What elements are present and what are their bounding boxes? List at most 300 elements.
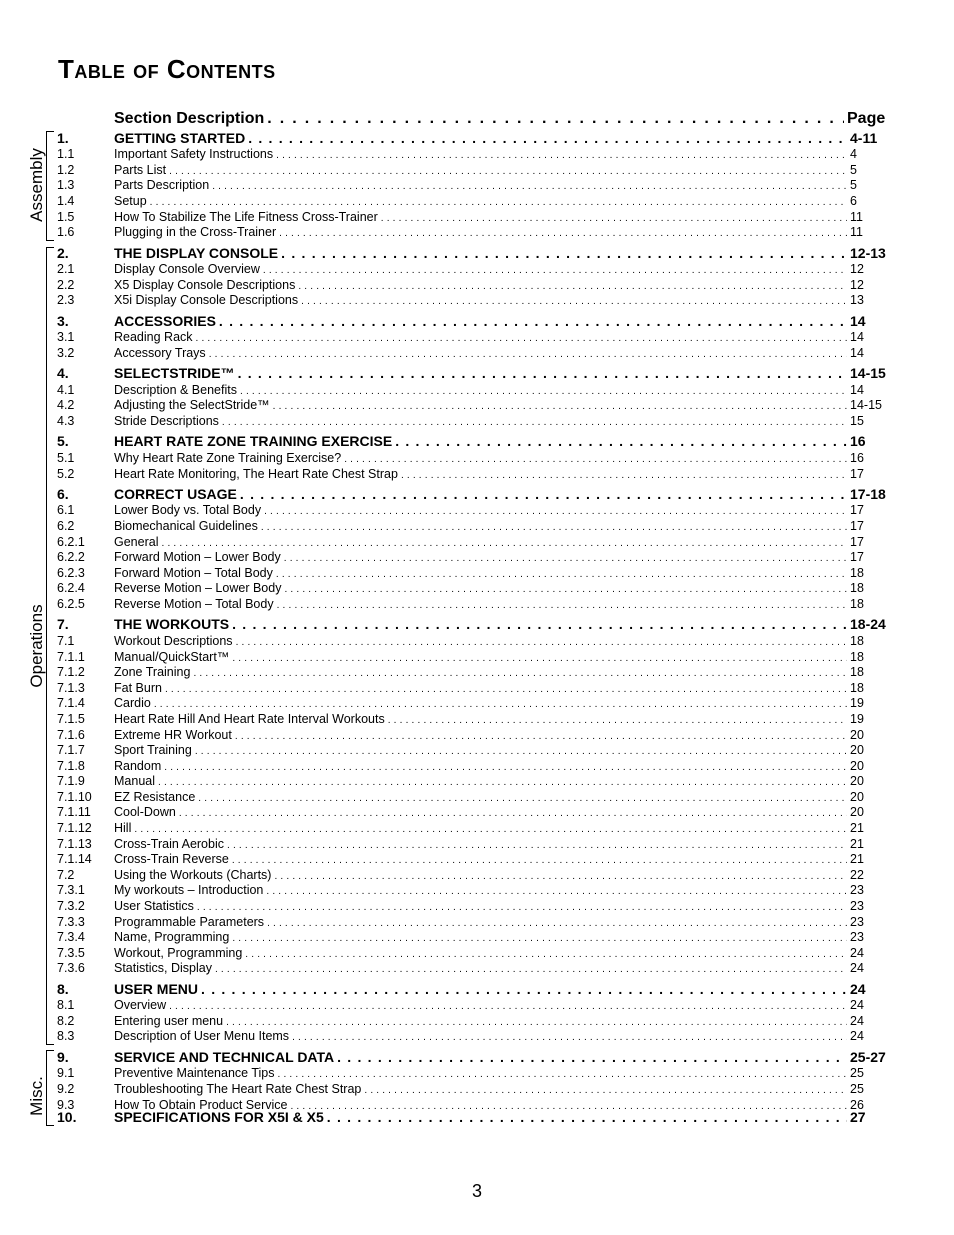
toc-page: 25-27	[850, 1049, 886, 1065]
toc-number: 6.2.3	[57, 566, 85, 580]
toc-page: 17	[850, 535, 864, 549]
toc-entry-row	[57, 346, 887, 360]
toc-page: 14	[850, 330, 864, 344]
toc-entry-row	[57, 805, 887, 819]
toc-page: 27	[850, 1109, 866, 1125]
toc-description: Name, Programming	[114, 930, 230, 944]
side-label-misc: Misc.	[27, 1076, 46, 1116]
toc-number: 7.3.1	[57, 883, 85, 897]
toc-entry-row	[57, 398, 887, 412]
toc-page: 11	[850, 225, 863, 239]
toc-number: 3.1	[57, 330, 75, 344]
operations-bracket	[46, 247, 54, 1045]
misc-bracket	[46, 1050, 54, 1126]
toc-entry-row	[57, 946, 887, 960]
toc-description: Adjusting the SelectStride™	[114, 398, 270, 412]
toc-entry-row	[57, 566, 887, 580]
leader-dots	[245, 949, 847, 960]
toc-entry-row	[57, 451, 887, 465]
toc-description: Sport Training	[114, 743, 192, 757]
leader-dots	[264, 506, 847, 517]
toc-description: Forward Motion – Total Body	[114, 566, 273, 580]
leader-dots	[292, 1032, 847, 1043]
toc-page: 24	[850, 998, 864, 1012]
leader-dots	[279, 228, 847, 239]
toc-number: 7.2	[57, 868, 75, 882]
toc-page: 19	[850, 696, 864, 710]
leader-dots	[381, 213, 847, 224]
leader-dots	[388, 715, 847, 726]
toc-page: 5	[850, 178, 857, 192]
toc-description: HEART RATE ZONE TRAINING EXERCISE	[114, 433, 393, 449]
leader-dots	[267, 918, 847, 929]
toc-page: 18	[850, 634, 864, 648]
toc-page: 16	[850, 451, 864, 465]
toc-page: 18	[850, 581, 864, 595]
toc-description: User Statistics	[114, 899, 194, 913]
toc-number: 7.1.8	[57, 759, 85, 773]
toc-page: 12	[850, 262, 864, 276]
toc-number: 7.1.3	[57, 681, 85, 695]
toc-description: Cardio	[114, 696, 151, 710]
toc-number: 7.1.6	[57, 728, 85, 742]
toc-number: 7.1	[57, 634, 75, 648]
leader-dots	[193, 668, 847, 679]
toc-number: 4.1	[57, 383, 75, 397]
toc-entry-row	[57, 597, 887, 611]
toc-page: 18	[850, 681, 864, 695]
toc-page: 26	[850, 1098, 864, 1112]
toc-entry-row	[57, 581, 887, 595]
toc-number: 7.3.6	[57, 961, 85, 975]
toc-entry-row	[57, 1066, 887, 1080]
toc-entry-row	[57, 899, 887, 913]
leader-dots	[169, 1001, 847, 1012]
toc-description: Description & Benefits	[114, 383, 237, 397]
toc-entry-row	[57, 550, 887, 564]
toc-description: Display Console Overview	[114, 262, 260, 276]
toc-description: Cross-Train Aerobic	[114, 837, 224, 851]
toc-number: 1.1	[57, 147, 75, 161]
toc-number: 7.1.10	[57, 790, 92, 804]
toc-description: THE WORKOUTS	[114, 616, 230, 632]
toc-page: 24	[850, 981, 866, 997]
toc-entry-row	[57, 915, 887, 929]
toc-page: 15	[850, 414, 864, 428]
leader-dots	[261, 522, 847, 533]
toc-page: 16	[850, 433, 866, 449]
leader-dots	[197, 902, 847, 913]
leader-dots	[179, 808, 847, 819]
toc-number: 3.	[57, 313, 69, 329]
leader-dots	[276, 569, 847, 580]
toc-description: Important Safety Instructions	[114, 147, 274, 161]
toc-description: Extreme HR Workout	[114, 728, 232, 742]
toc-number: 8.2	[57, 1014, 75, 1028]
toc-number: 4.	[57, 365, 69, 381]
toc-description: Parts Description	[114, 178, 210, 192]
leader-dots	[219, 313, 847, 329]
toc-number: 4.2	[57, 398, 75, 412]
toc-entry-row	[57, 883, 887, 897]
toc-description: Entering user menu	[114, 1014, 224, 1028]
leader-dots	[150, 197, 847, 208]
toc-page: 14-15	[850, 398, 882, 412]
toc-number: 4.3	[57, 414, 75, 428]
toc-number: 1.3	[57, 178, 75, 192]
leader-dots	[364, 1085, 847, 1096]
toc-page: 18	[850, 566, 864, 580]
toc-page: 5	[850, 163, 857, 177]
leader-dots	[227, 840, 847, 851]
toc-description: How To Stabilize The Life Fitness Cross-Trainer	[114, 210, 378, 224]
toc-description: Heart Rate Monitoring, The Heart Rate Chest Strap	[114, 467, 398, 481]
toc-page: 22	[850, 868, 864, 882]
leader-dots	[226, 1017, 847, 1028]
toc-entry-row	[57, 681, 887, 695]
toc-description: Description of User Menu Items	[114, 1029, 290, 1043]
toc-section-row	[57, 130, 887, 146]
toc-number: 2.1	[57, 262, 75, 276]
toc-section-row	[57, 365, 887, 381]
leader-dots	[235, 731, 847, 742]
toc-number: 2.3	[57, 293, 75, 307]
leader-dots	[278, 1069, 847, 1080]
toc-description: X5i Display Console Descriptions	[114, 293, 299, 307]
leader-dots	[240, 386, 847, 397]
toc-description: Workout, Programming	[114, 946, 243, 960]
leader-dots	[236, 637, 847, 648]
toc-number: 5.1	[57, 451, 75, 465]
toc-entry-row	[57, 998, 887, 1012]
toc-entry-row	[57, 1029, 887, 1043]
toc-description: Preventive Maintenance Tips	[114, 1066, 275, 1080]
toc-number: 6.2.2	[57, 550, 85, 564]
toc-description: THE DISPLAY CONSOLE	[114, 245, 279, 261]
toc-number: 1.2	[57, 163, 75, 177]
toc-page: 23	[850, 930, 864, 944]
toc-entry-row	[57, 147, 887, 161]
toc-description: Hill	[114, 821, 132, 835]
leader-dots	[263, 265, 847, 276]
toc-number: 7.3.2	[57, 899, 85, 913]
leader-dots	[165, 684, 847, 695]
toc-page: 13	[850, 293, 864, 307]
toc-number: 9.	[57, 1049, 69, 1065]
toc-page: 25	[850, 1082, 864, 1096]
leader-dots	[273, 401, 847, 412]
leader-dots	[232, 933, 847, 944]
leader-dots	[266, 886, 847, 897]
toc-number: 7.3.4	[57, 930, 85, 944]
toc-page: 17	[850, 503, 864, 517]
toc-page: 18	[850, 650, 864, 664]
toc-page: 21	[850, 852, 864, 866]
toc-page: 4	[850, 147, 857, 161]
toc-number: 6.2.1	[57, 535, 85, 549]
leader-dots	[209, 349, 847, 360]
toc-entry-row	[57, 868, 887, 882]
toc-description: Cross-Train Reverse	[114, 852, 229, 866]
toc-number: 1.6	[57, 225, 75, 239]
toc-entry-row	[57, 930, 887, 944]
toc-page: 17	[850, 550, 864, 564]
toc-description: Forward Motion – Lower Body	[114, 550, 281, 564]
toc-description: Parts List	[114, 163, 167, 177]
toc-section-row	[57, 616, 887, 632]
toc-number: 7.1.13	[57, 837, 92, 851]
leader-dots	[284, 584, 847, 595]
toc-section-row	[57, 1109, 887, 1125]
toc-description: X5 Display Console Descriptions	[114, 278, 296, 292]
toc-number: 10.	[57, 1109, 77, 1125]
leader-dots	[232, 616, 847, 632]
toc-entry-row	[57, 1082, 887, 1096]
toc-page: 19	[850, 712, 864, 726]
toc-description: Heart Rate Hill And Heart Rate Interval Workouts	[114, 712, 385, 726]
toc-page: 14-15	[850, 365, 886, 381]
toc-page: 6	[850, 194, 857, 208]
leader-dots	[284, 553, 847, 564]
toc-number: 2.2	[57, 278, 75, 292]
leader-dots	[232, 653, 847, 664]
toc-entry-row	[57, 665, 887, 679]
toc-page: 20	[850, 743, 864, 757]
toc-page: 18-24	[850, 616, 886, 632]
toc-description: SELECTSTRIDE™	[114, 365, 235, 381]
toc-entry-row	[57, 519, 887, 533]
leader-dots	[134, 824, 847, 835]
toc-number: 9.2	[57, 1082, 75, 1096]
toc-page: 24	[850, 1029, 864, 1043]
toc-header-row	[57, 110, 887, 128]
toc-entry-row	[57, 293, 887, 307]
toc-description: CORRECT USAGE	[114, 486, 237, 502]
toc-section-row	[57, 245, 887, 261]
toc-description: SPECIFICATIONS FOR X5I & X5	[114, 1109, 324, 1125]
leader-dots	[344, 454, 847, 465]
page-number: 3	[471, 1181, 482, 1201]
toc-section-row	[57, 433, 887, 449]
toc-entry-row	[57, 262, 887, 276]
leader-dots	[337, 1049, 847, 1065]
leader-dots	[158, 777, 847, 788]
toc-description: Plugging in the Cross-Trainer	[114, 225, 277, 239]
toc-description: Manual	[114, 774, 155, 788]
toc-entry-row	[57, 821, 887, 835]
toc-page: 14	[850, 383, 864, 397]
toc-description: How To Obtain Product Service	[114, 1098, 288, 1112]
toc-number: 7.1.14	[57, 852, 92, 866]
toc-description: Random	[114, 759, 162, 773]
toc-description: Zone Training	[114, 665, 191, 679]
leader-dots	[248, 130, 847, 146]
leader-dots	[238, 365, 847, 381]
toc-description: SERVICE AND TECHNICAL DATA	[114, 1049, 335, 1065]
toc-page: 23	[850, 899, 864, 913]
toc-page: 21	[850, 837, 864, 851]
toc-header-description: Section Description	[114, 110, 265, 127]
leader-dots	[276, 150, 847, 161]
toc-number: 7.1.9	[57, 774, 85, 788]
toc-entry-row	[57, 225, 887, 239]
leader-dots	[222, 417, 847, 428]
toc-number: 8.3	[57, 1029, 75, 1043]
toc-number: 5.2	[57, 467, 75, 481]
toc-description: Statistics, Display	[114, 961, 212, 975]
toc-description: My workouts – Introduction	[114, 883, 264, 897]
toc-number: 5.	[57, 433, 69, 449]
toc-page: 12	[850, 278, 864, 292]
toc-description: Workout Descriptions	[114, 634, 233, 648]
toc-page: 12-13	[850, 245, 886, 261]
leader-dots	[277, 600, 847, 611]
leader-dots	[401, 470, 847, 481]
toc-number: 1.5	[57, 210, 75, 224]
toc-entry-row	[57, 961, 887, 975]
toc-number: 8.1	[57, 998, 75, 1012]
side-label-operations: Operations	[27, 604, 46, 688]
toc-page: 20	[850, 805, 864, 819]
toc-entry-row	[57, 712, 887, 726]
toc-entry-row	[57, 210, 887, 224]
toc-entry-row	[57, 728, 887, 742]
toc-description: Manual/QuickStart™	[114, 650, 230, 664]
toc-description: General	[114, 535, 159, 549]
toc-entry-row	[57, 278, 887, 292]
toc-number: 8.	[57, 981, 69, 997]
toc-page: 17	[850, 467, 864, 481]
toc-description: Cool-Down	[114, 805, 176, 819]
toc-number: 7.1.1	[57, 650, 85, 664]
toc-page: 18	[850, 665, 864, 679]
toc-entry-row	[57, 650, 887, 664]
leader-dots	[196, 333, 847, 344]
leader-dots	[267, 110, 844, 128]
toc-section-row	[57, 486, 887, 502]
toc-entry-row	[57, 852, 887, 866]
toc-description: Programmable Parameters	[114, 915, 265, 929]
toc-number: 7.1.2	[57, 665, 85, 679]
leader-dots	[154, 699, 847, 710]
toc-page: 4-11	[850, 130, 878, 146]
toc-page: 11	[850, 210, 863, 224]
leader-dots	[298, 281, 847, 292]
toc-description: Biomechanical Guidelines	[114, 519, 258, 533]
toc-page: 20	[850, 728, 864, 742]
toc-page: 20	[850, 759, 864, 773]
toc-number: 1.	[57, 130, 69, 146]
toc-page: 23	[850, 883, 864, 897]
toc-number: 9.3	[57, 1098, 75, 1112]
toc-description: GETTING STARTED	[114, 130, 246, 146]
toc-entry-row	[57, 414, 887, 428]
leader-dots	[164, 762, 847, 773]
toc-entry-row	[57, 743, 887, 757]
toc-description: Using the Workouts (Charts)	[114, 868, 272, 882]
toc-page: 23	[850, 915, 864, 929]
toc-number: 7.1.7	[57, 743, 85, 757]
toc-description: Why Heart Rate Zone Training Exercise?	[114, 451, 342, 465]
toc-number: 6.1	[57, 503, 75, 517]
leader-dots	[240, 486, 847, 502]
toc-number: 7.1.5	[57, 712, 85, 726]
toc-page: 14	[850, 313, 866, 329]
toc-entry-row	[57, 163, 887, 177]
toc-section-row	[57, 981, 887, 997]
toc-description: Reading Rack	[114, 330, 193, 344]
toc-section-row	[57, 1049, 887, 1065]
toc-section-row	[57, 313, 887, 329]
leader-dots	[212, 181, 847, 192]
toc-entry-row	[57, 774, 887, 788]
toc-description: EZ Resistance	[114, 790, 196, 804]
toc-entry-row	[57, 790, 887, 804]
toc-entry-row	[57, 503, 887, 517]
page-title: Table of Contents	[58, 54, 276, 84]
toc-page: 24	[850, 961, 864, 975]
toc-entry-row	[57, 634, 887, 648]
leader-dots	[274, 871, 847, 882]
toc-page: 20	[850, 790, 864, 804]
toc-description: Reverse Motion – Lower Body	[114, 581, 282, 595]
toc-description: Fat Burn	[114, 681, 162, 695]
toc-number: 7.1.11	[57, 805, 91, 819]
toc-number: 6.2.4	[57, 581, 85, 595]
toc-page: 21	[850, 821, 864, 835]
toc-entry-row	[57, 759, 887, 773]
assembly-bracket	[46, 131, 54, 241]
toc-number: 7.1.4	[57, 696, 85, 710]
toc-description: Reverse Motion – Total Body	[114, 597, 274, 611]
toc-number: 6.2.5	[57, 597, 85, 611]
toc-number: 7.3.3	[57, 915, 85, 929]
leader-dots	[327, 1109, 847, 1125]
toc-page: 14	[850, 346, 864, 360]
toc-entry-row	[57, 383, 887, 397]
toc-description: USER MENU	[114, 981, 199, 997]
toc-number: 7.1.12	[57, 821, 92, 835]
toc-number: 6.	[57, 486, 69, 502]
toc-description: ACCESSORIES	[114, 313, 216, 329]
toc-description: Accessory Trays	[114, 346, 206, 360]
toc-page: 24	[850, 1014, 864, 1028]
leader-dots	[195, 746, 847, 757]
leader-dots	[201, 981, 847, 997]
toc-description: Lower Body vs. Total Body	[114, 503, 262, 517]
toc-entry-row	[57, 1014, 887, 1028]
toc-entry-row	[57, 696, 887, 710]
toc-entry-row	[57, 467, 887, 481]
toc-entry-row	[57, 535, 887, 549]
toc-entry-row	[57, 330, 887, 344]
leader-dots	[169, 166, 847, 177]
toc-description: Overview	[114, 998, 167, 1012]
toc-number: 1.4	[57, 194, 75, 208]
toc-entry-row	[57, 178, 887, 192]
toc-entry-row	[57, 194, 887, 208]
toc-description: Troubleshooting The Heart Rate Chest Strap	[114, 1082, 362, 1096]
toc-description: Stride Descriptions	[114, 414, 219, 428]
leader-dots	[395, 433, 847, 449]
leader-dots	[281, 245, 847, 261]
toc-number: 7.3.5	[57, 946, 85, 960]
toc-page: 24	[850, 946, 864, 960]
toc-number: 6.2	[57, 519, 75, 533]
toc-entry-row	[57, 837, 887, 851]
toc-number: 7.	[57, 616, 69, 632]
toc-number: 9.1	[57, 1066, 75, 1080]
